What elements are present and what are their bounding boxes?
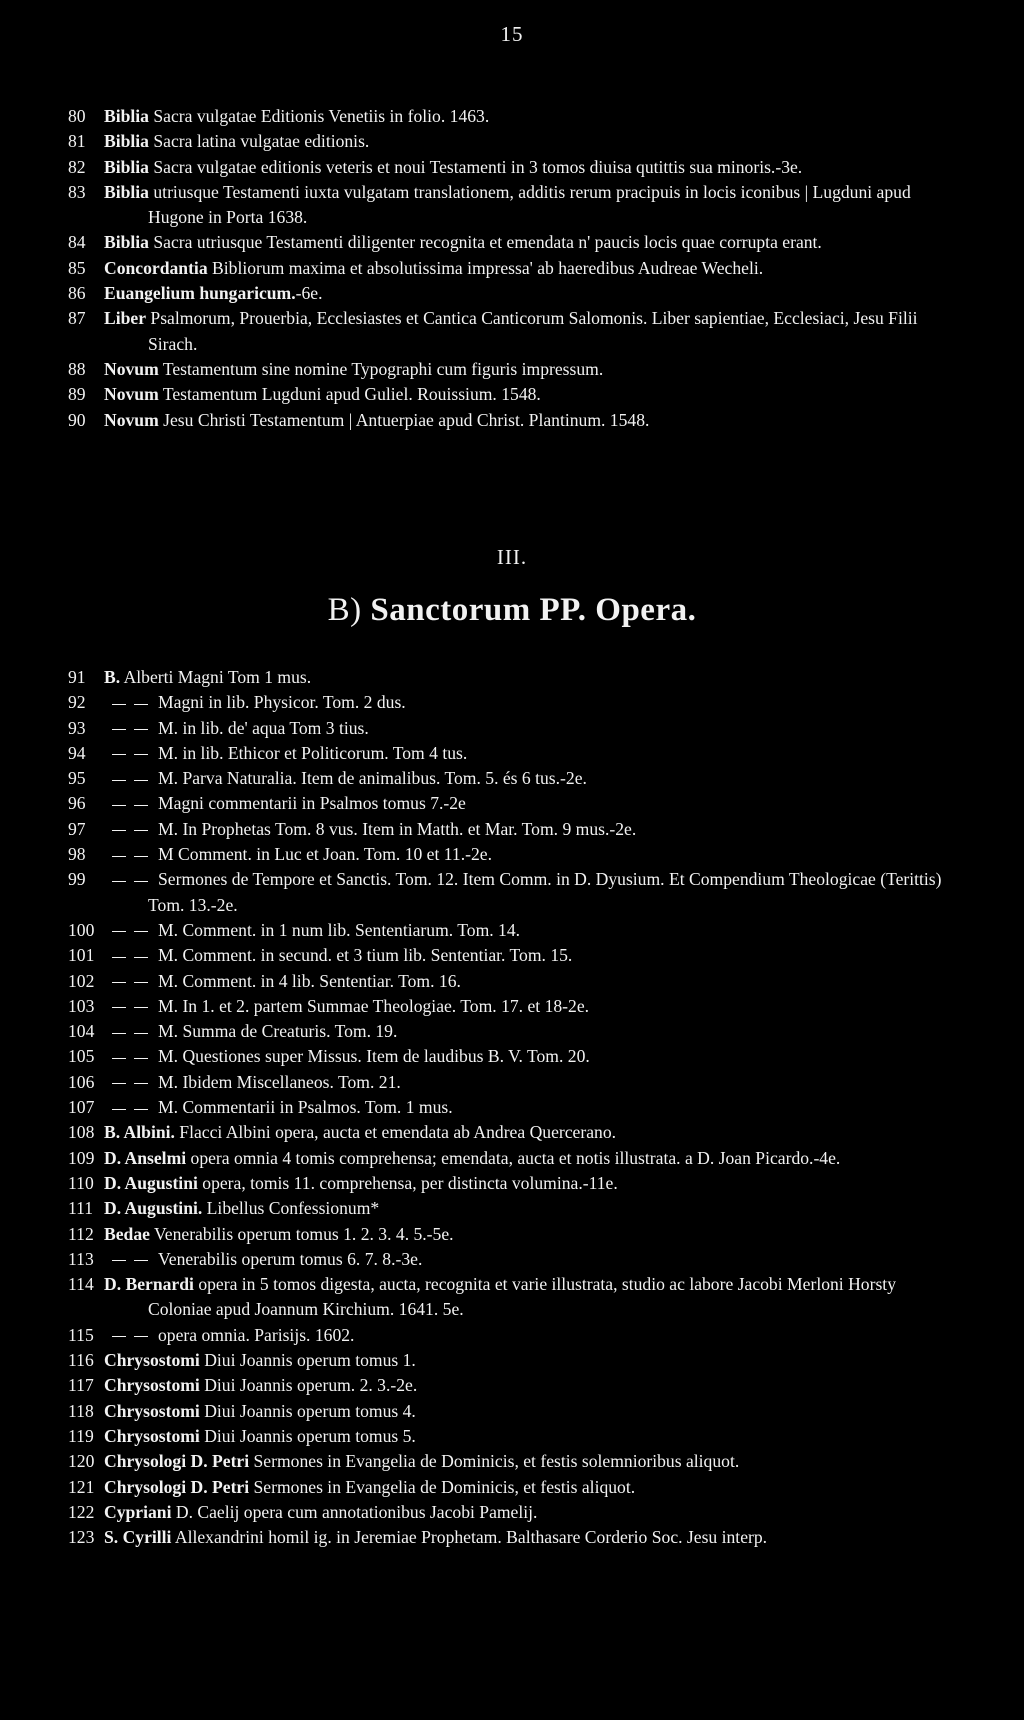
catalog-entry [68, 1399, 963, 1424]
ditto-dash [134, 1260, 148, 1261]
entry-heading: Novum [104, 409, 159, 430]
entry-list-bibles [68, 104, 963, 433]
ditto-dash [134, 1336, 148, 1337]
ditto-dash [112, 1007, 126, 1008]
ditto-dash [112, 704, 126, 705]
ditto-dash [134, 931, 148, 932]
entry-heading: Biblia [104, 106, 149, 126]
ditto-dash [112, 780, 126, 781]
entry-text: opera, tomis 11. comprehensa, per distincta volumina.-11e. [197, 1172, 618, 1193]
entry-text: Psalmorum, Prouerbia, Ecclesiastes et Cantica Canticorum Salomonis. Liber sapientiae, Ecclesiaci, Jesu Filii Sirach. [146, 308, 918, 354]
entry-text: Libellus Confessionum* [202, 1198, 380, 1219]
entry-text: Sacra vulgatae Editionis Venetiis in folio. 1463. [148, 106, 490, 126]
entry-text: Magni commentarii in Psalmos tomus 7.-2e [158, 793, 466, 814]
entry-text: M. Summa de Creaturis. Tom. 19. [158, 1021, 398, 1042]
ditto-dash [112, 982, 126, 983]
entry-heading: Novum [104, 358, 159, 379]
catalog-entry [68, 256, 963, 281]
catalog-entry [68, 766, 963, 791]
entry-number: 121 [68, 1476, 95, 1497]
entry-text: M. In Prophetas Tom. 8 vus. Item in Matth. et Mar. Tom. 9 mus.-2e. [158, 818, 637, 839]
catalog-entry [68, 791, 963, 816]
entry-text: D. Caelij opera cum annotationibus Jacobi Pamelij. [171, 1501, 538, 1522]
ditto-dash [134, 856, 148, 857]
catalog-entry [68, 690, 963, 715]
ditto-dash [134, 982, 148, 983]
entry-heading: D. Augustini. [104, 1198, 203, 1219]
entry-text: Diui Joannis operum tomus 4. [199, 1400, 416, 1421]
catalog-entry [68, 1500, 963, 1525]
entry-number: 114 [68, 1274, 94, 1295]
entry-heading: B. Albini. [104, 1122, 175, 1143]
entry-number: 91 [68, 667, 86, 687]
ditto-dash [112, 754, 126, 755]
entry-text: Sermones de Tempore et Sanctis. Tom. 12. Item Comm. in D. Dyusium. Et Compendium Theologicae (Terittis) Tom. 13.-2e. [148, 869, 942, 915]
ditto-dash [112, 1083, 126, 1084]
entry-text: Bibliorum maxima et absolutissima impressa' ab haeredibus Audreae Wecheli. [207, 257, 764, 278]
section-heading-prefix: B) [327, 592, 362, 628]
entry-heading: Chrysologi D. Petri [104, 1451, 250, 1472]
ditto-dash [134, 1033, 148, 1034]
entry-heading: Biblia [104, 181, 149, 202]
entry-heading: Cypriani [104, 1501, 172, 1522]
catalog-entry [68, 104, 963, 129]
ditto-dash [134, 729, 148, 730]
entry-heading: Euangelium hungaricum. [104, 283, 296, 304]
ditto-dash [134, 1058, 148, 1059]
entry-text: Venerabilis operum tomus 6. 7. 8.-3e. [158, 1248, 423, 1269]
catalog-entry [68, 994, 963, 1019]
catalog-entry [68, 1348, 963, 1373]
catalog-entry [68, 1424, 963, 1449]
entry-text: Alberti Magni Tom 1 mus. [120, 667, 312, 687]
entry-text: M. Commentarii in Psalmos. Tom. 1 mus. [158, 1097, 453, 1118]
entry-number: 118 [68, 1400, 94, 1421]
entry-number: 103 [68, 995, 95, 1016]
ditto-dash [134, 957, 148, 958]
ditto-dash [134, 1083, 148, 1084]
entry-text: Sermones in Evangelia de Dominicis, et festis aliquot. [249, 1476, 636, 1497]
entry-text: opera omnia 4 tomis comprehensa; emendata, aucta et notis illustrata. a D. Joan Picardo.-4e. [186, 1147, 841, 1168]
ditto-dash [112, 729, 126, 730]
catalog-entry [68, 918, 963, 943]
entry-number: 100 [68, 919, 95, 940]
catalog-entry [68, 842, 963, 867]
catalog-entry [68, 1222, 963, 1247]
entry-text: Diui Joannis operum tomus 5. [199, 1425, 416, 1446]
entry-number: 86 [68, 283, 86, 304]
entry-number: 119 [68, 1425, 94, 1446]
ditto-dash [134, 881, 148, 882]
entry-number: 87 [68, 308, 86, 329]
entry-text: Testamentum sine nomine Typographi cum figuris impressum. [158, 358, 604, 379]
ditto-dash [112, 1033, 126, 1034]
catalog-entry [68, 716, 963, 741]
entry-number: 112 [68, 1223, 94, 1244]
catalog-entry [68, 1095, 963, 1120]
catalog-entry [68, 408, 963, 433]
entry-text: M. Comment. in 1 num lib. Sententiarum. Tom. 14. [158, 919, 521, 940]
entry-number: 84 [68, 232, 86, 253]
catalog-entry [68, 382, 963, 407]
entry-text: M. in lib. de' aqua Tom 3 tius. [158, 717, 369, 738]
section-heading-title: Sanctorum PP. Opera. [370, 592, 697, 628]
entry-number: 111 [68, 1198, 94, 1219]
entry-heading: B. [104, 667, 121, 687]
entry-number: 80 [68, 106, 86, 126]
ditto-dash [112, 957, 126, 958]
entry-text: M. Parva Naturalia. Item de animalibus. Tom. 5. és 6 tus.-2e. [158, 768, 587, 789]
entry-heading: Chrysostomi [104, 1400, 200, 1421]
entry-text: Diui Joannis operum tomus 1. [199, 1350, 416, 1371]
entry-text: Sermones in Evangelia de Dominicis, et festis solemnioribus aliquot. [249, 1451, 740, 1472]
entry-number: 110 [68, 1172, 94, 1193]
entry-heading: S. Cyrilli [104, 1527, 172, 1548]
entry-number: 107 [68, 1097, 95, 1118]
entry-text: Jesu Christi Testamentum | Antuerpiae apud Christ. Plantinum. 1548. [158, 409, 650, 430]
entry-number: 90 [68, 409, 86, 430]
entry-text: Flacci Albini opera, aucta et emendata ab Andrea Quercerano. [174, 1122, 617, 1143]
entry-number: 98 [68, 844, 86, 865]
catalog-entry [68, 1146, 963, 1171]
catalog-entry [68, 1044, 963, 1069]
entry-number: 97 [68, 818, 86, 839]
catalog-entry [68, 1171, 963, 1196]
entry-heading: Biblia [104, 232, 149, 253]
entry-number: 85 [68, 257, 86, 278]
entry-number: 116 [68, 1350, 94, 1371]
section-numeral: III. [496, 545, 528, 569]
entry-number: 109 [68, 1147, 95, 1168]
entry-number: 96 [68, 793, 86, 814]
catalog-entry [68, 129, 963, 154]
catalog-entry [68, 867, 963, 918]
entry-text: utriusque Testamenti iuxta vulgatam translationem, additis rerum pracipuis in locis iconibus | Lugduni apud Hugone in Porta 1638. [148, 181, 911, 228]
entry-heading: Concordantia [104, 257, 208, 278]
entry-number: 93 [68, 717, 86, 738]
catalog-entry [68, 665, 963, 690]
ditto-dash [112, 1058, 126, 1059]
entry-text: Magni in lib. Physicor. Tom. 2 dus. [158, 692, 406, 713]
catalog-entry [68, 1247, 963, 1272]
entry-heading: Novum [104, 384, 159, 405]
entry-number: 115 [68, 1324, 94, 1345]
entry-text: M Comment. in Luc et Joan. Tom. 10 et 11.-2e. [158, 844, 492, 865]
ditto-dash [112, 1109, 126, 1110]
catalog-entry [68, 1272, 963, 1323]
entry-text: Sacra latina vulgatae editionis. [148, 131, 370, 152]
entry-number: 101 [68, 945, 95, 966]
entry-number: 92 [68, 692, 86, 713]
entry-heading: D. Anselmi [104, 1147, 187, 1168]
ditto-dash [134, 805, 148, 806]
entry-heading: Chrysostomi [104, 1425, 200, 1446]
entry-number: 123 [68, 1527, 95, 1548]
ditto-dash [112, 805, 126, 806]
catalog-entry [68, 1449, 963, 1474]
entry-number: 102 [68, 970, 95, 991]
catalog-entry [68, 155, 963, 180]
entry-text: Venerabilis operum tomus 1. 2. 3. 4. 5.-5e. [149, 1223, 454, 1244]
catalog-entry [68, 1070, 963, 1095]
entry-heading: D. Augustini [104, 1172, 198, 1193]
entry-text: M. Comment. in 4 lib. Sententiar. Tom. 16. [158, 970, 461, 991]
entry-number: 83 [68, 181, 86, 202]
entry-heading: Liber [104, 308, 147, 329]
catalog-entry [68, 1323, 963, 1348]
catalog-entry [68, 357, 963, 382]
entry-number: 82 [68, 156, 86, 177]
catalog-entry [68, 943, 963, 968]
catalog-entry [68, 817, 963, 842]
entry-heading: Bedae [104, 1223, 150, 1244]
entry-text: M. Ibidem Miscellaneos. Tom. 21. [158, 1071, 401, 1092]
entry-number: 88 [68, 358, 86, 379]
entry-text: opera in 5 tomos digesta, aucta, recognita et varie illustrata, studio ac labore Jacobi Merloni Horsty Coloniae apud Joannum Kirchium. 1641. 5e. [148, 1274, 896, 1320]
entry-number: 94 [68, 742, 86, 763]
entry-text: Sacra utriusque Testamenti diligenter recognita et emendata n' paucis locis quae corrupta erant. [148, 232, 822, 253]
entry-number: 108 [68, 1122, 95, 1143]
ditto-dash [134, 1109, 148, 1110]
entry-heading: D. Bernardi [104, 1274, 194, 1295]
catalog-entry [68, 741, 963, 766]
ditto-dash [112, 1260, 126, 1261]
catalog-entry [68, 1019, 963, 1044]
entry-number: 122 [68, 1501, 95, 1522]
entry-heading: Biblia [104, 156, 149, 177]
entry-text: opera omnia. Parisijs. 1602. [158, 1324, 355, 1345]
entry-number: 106 [68, 1071, 95, 1092]
ditto-dash [112, 931, 126, 932]
entry-text: M. In 1. et 2. partem Summae Theologiae. Tom. 17. et 18-2e. [158, 995, 590, 1016]
catalog-entry [68, 230, 963, 255]
ditto-dash [112, 830, 126, 831]
entry-text: -6e. [295, 283, 323, 304]
entry-number: 105 [68, 1046, 95, 1067]
entry-list-fathers [68, 665, 963, 1550]
entry-number: 117 [68, 1375, 94, 1396]
entry-heading: Chrysologi D. Petri [104, 1476, 250, 1497]
entry-heading: Chrysostomi [104, 1375, 200, 1396]
entry-number: 120 [68, 1451, 95, 1472]
catalog-entry [68, 306, 963, 357]
entry-text: Sacra vulgatae editionis veteris et noui Testamenti in 3 tomos diuisa qutittis sua minoris.-3e. [148, 156, 803, 177]
page-number: 15 [500, 22, 524, 46]
entry-number: 95 [68, 768, 86, 789]
catalog-entry [68, 1475, 963, 1500]
catalog-entry [68, 1120, 963, 1145]
ditto-dash [134, 830, 148, 831]
entry-heading: Biblia [104, 131, 149, 152]
section-heading [0, 592, 1024, 629]
entry-number: 81 [68, 131, 86, 152]
catalog-entry [68, 1373, 963, 1398]
catalog-entry [68, 1525, 963, 1550]
entry-text: M. Comment. in secund. et 3 tium lib. Sententiar. Tom. 15. [158, 945, 573, 966]
entry-number: 99 [68, 869, 86, 890]
entry-text: M. Questiones super Missus. Item de laudibus B. V. Tom. 20. [158, 1046, 590, 1067]
catalog-entry [68, 969, 963, 994]
ditto-dash [134, 704, 148, 705]
ditto-dash [112, 881, 126, 882]
ditto-dash [134, 1007, 148, 1008]
entry-number: 89 [68, 384, 86, 405]
entry-number: 113 [68, 1248, 94, 1269]
entry-text: Testamentum Lugduni apud Guliel. Rouissium. 1548. [158, 384, 541, 405]
catalog-entry [68, 281, 963, 306]
ditto-dash [134, 780, 148, 781]
ditto-dash [112, 856, 126, 857]
ditto-dash [112, 1336, 126, 1337]
entry-number: 104 [68, 1021, 95, 1042]
entry-heading: Chrysostomi [104, 1350, 200, 1371]
entry-text: M. in lib. Ethicor et Politicorum. Tom 4 tus. [158, 742, 468, 763]
catalog-entry [68, 1196, 963, 1221]
entry-text: Allexandrini homil ig. in Jeremiae Prophetam. Balthasare Corderio Soc. Jesu interp. [171, 1527, 768, 1548]
catalog-entry [68, 180, 963, 231]
entry-text: Diui Joannis operum. 2. 3.-2e. [199, 1375, 418, 1396]
ditto-dash [134, 754, 148, 755]
